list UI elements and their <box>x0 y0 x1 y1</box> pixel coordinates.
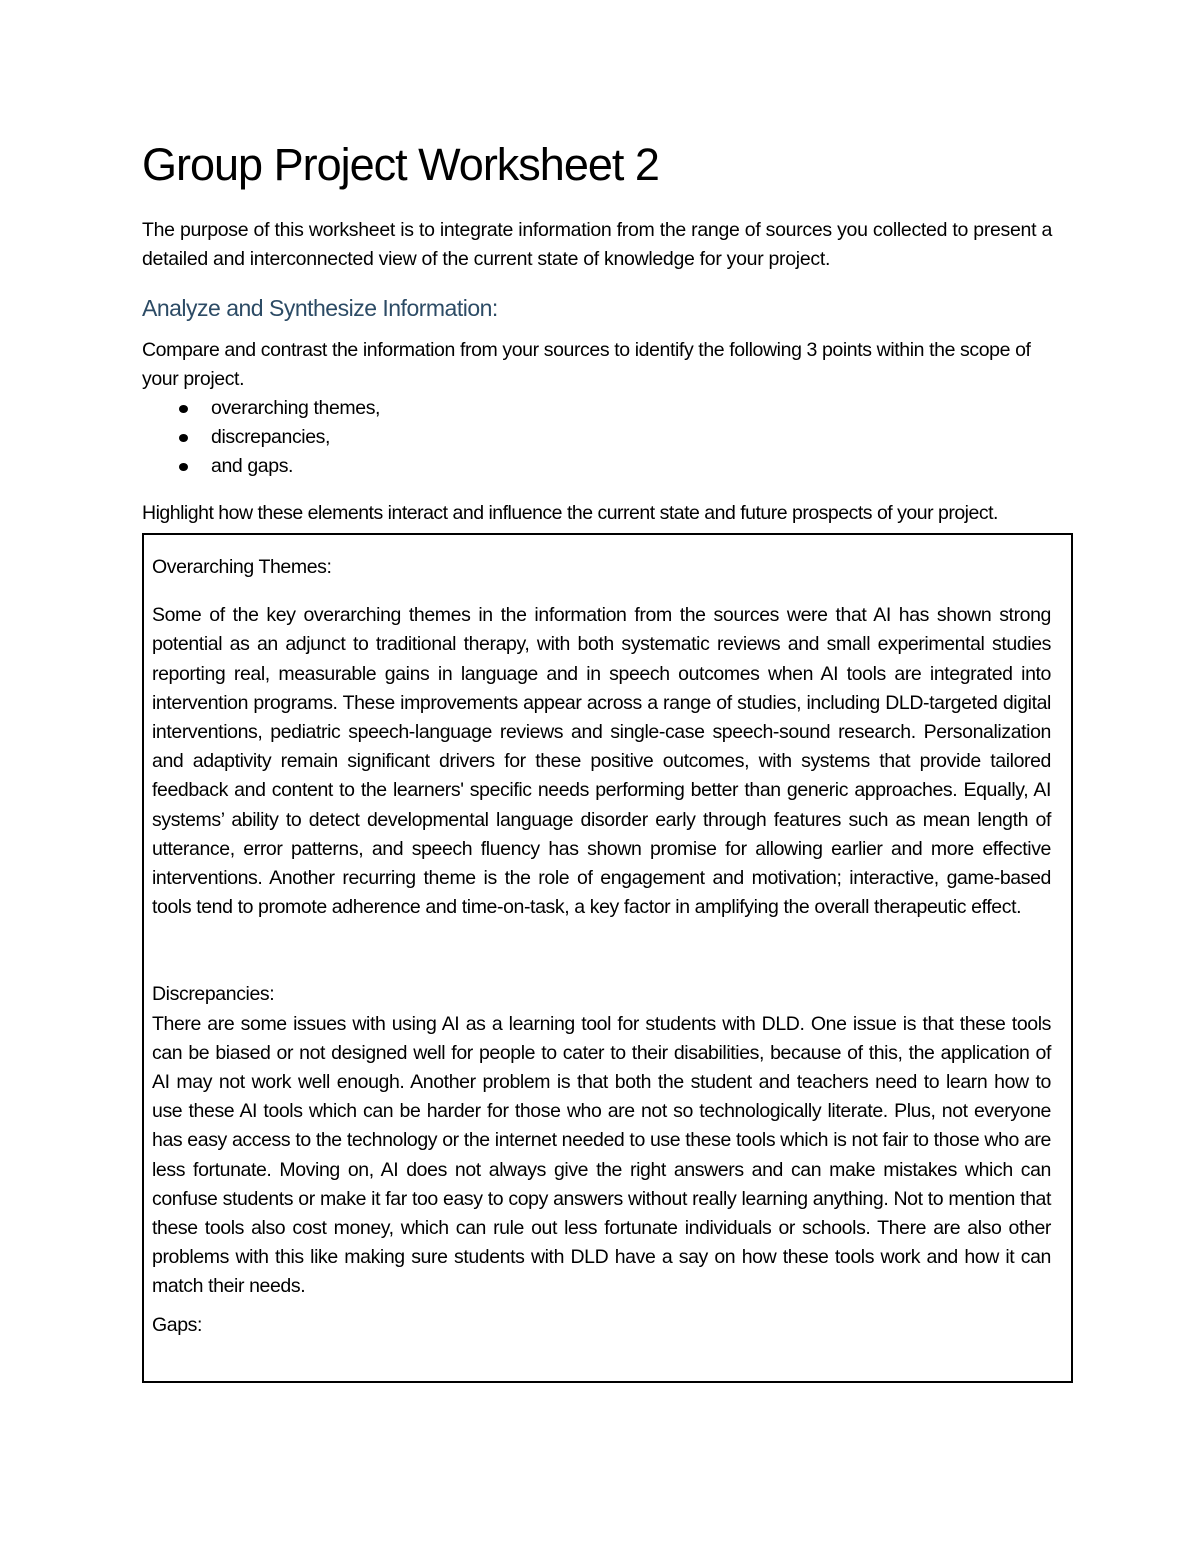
gaps-label: Gaps: <box>152 1313 203 1336</box>
bullet-dot-icon <box>179 463 188 471</box>
list-item-text: overarching themes, <box>211 396 381 419</box>
discrepancies-text: There are some issues with using AI as a learning tool for students with DLD. One issue is that these tools can be biased or not designed well for people to cater to their disabilities, because of this, the application of AI may not work well enough. Another problem is that both the student and teachers need to learn how to use these AI tools which can be harder for those who are not so technologically literate. Plus, not everyone has easy access to the technology or the internet needed to use these tools which is not fair to those who are less fortunate. Moving on, AI does not always give the right answers and can make mistakes which can confuse students or make it far too easy to copy answers without really learning anything. Not to mention that these tools also cost money, which can rule out less fortunate individuals or schools. There are also other problems with this like making sure students with DLD have a say on how these tools work and how it can match their needs. <box>152 1012 1051 1298</box>
list-item-text: and gaps. <box>211 454 294 477</box>
answer-box-content <box>152 553 1051 1340</box>
themes-label: Overarching Themes: <box>152 556 332 578</box>
themes-text: Some of the key overarching themes in the information from the sources were that AI has shown strong potential as an adjunct to traditional therapy, with both systematic reviews and small experimental studies reporting real, measurable gains in language and in speech outcomes when AI tools are integrated into intervention programs. These improvements appear across a range of studies, including DLD-targeted digital interventions, pediatric speech-language reviews and single-case speech-sound research. Personalization and adaptivity remain significant drivers for these positive outcomes, with systems that provide tailored feedback and content to the learners' specific needs performing better than generic approaches. Equally, AI systems’ ability to detect developmental language disorder early through features such as mean length of utterance, error patterns, and speech fluency has shown promise for allowing earlier and more effective interventions. Another recurring theme is the role of engagement and motivation; interactive, game-based tools tend to promote adherence and time-on-task, a key factor in amplifying the overall therapeutic effect. <box>152 604 1051 919</box>
list-item <box>142 452 1052 481</box>
intro-paragraph: The purpose of this worksheet is to integrate information from the range of sources you collected to present a detailed and interconnected view of the current state of knowledge for your project. <box>142 218 1052 270</box>
list-item <box>142 423 1052 452</box>
answer-box[interactable] <box>142 533 1073 1383</box>
section-heading: Analyze and Synthesize Information: <box>142 294 498 321</box>
list-item-text: discrepancies, <box>211 425 331 448</box>
list-item <box>142 394 1052 423</box>
instructions-paragraph: Compare and contrast the information from your sources to identify the following 3 points within the scope of your project. <box>142 338 1031 390</box>
bullet-dot-icon <box>179 434 188 442</box>
discrepancies-label: Discrepancies: <box>152 983 275 1006</box>
highlight-paragraph: Highlight how these elements interact and influence the current state and future prospects of your project. <box>142 501 998 524</box>
points-list <box>142 394 1052 481</box>
bullet-dot-icon <box>179 405 188 413</box>
worksheet-page <box>142 140 1052 528</box>
page-title: Group Project Worksheet 2 <box>142 139 659 190</box>
